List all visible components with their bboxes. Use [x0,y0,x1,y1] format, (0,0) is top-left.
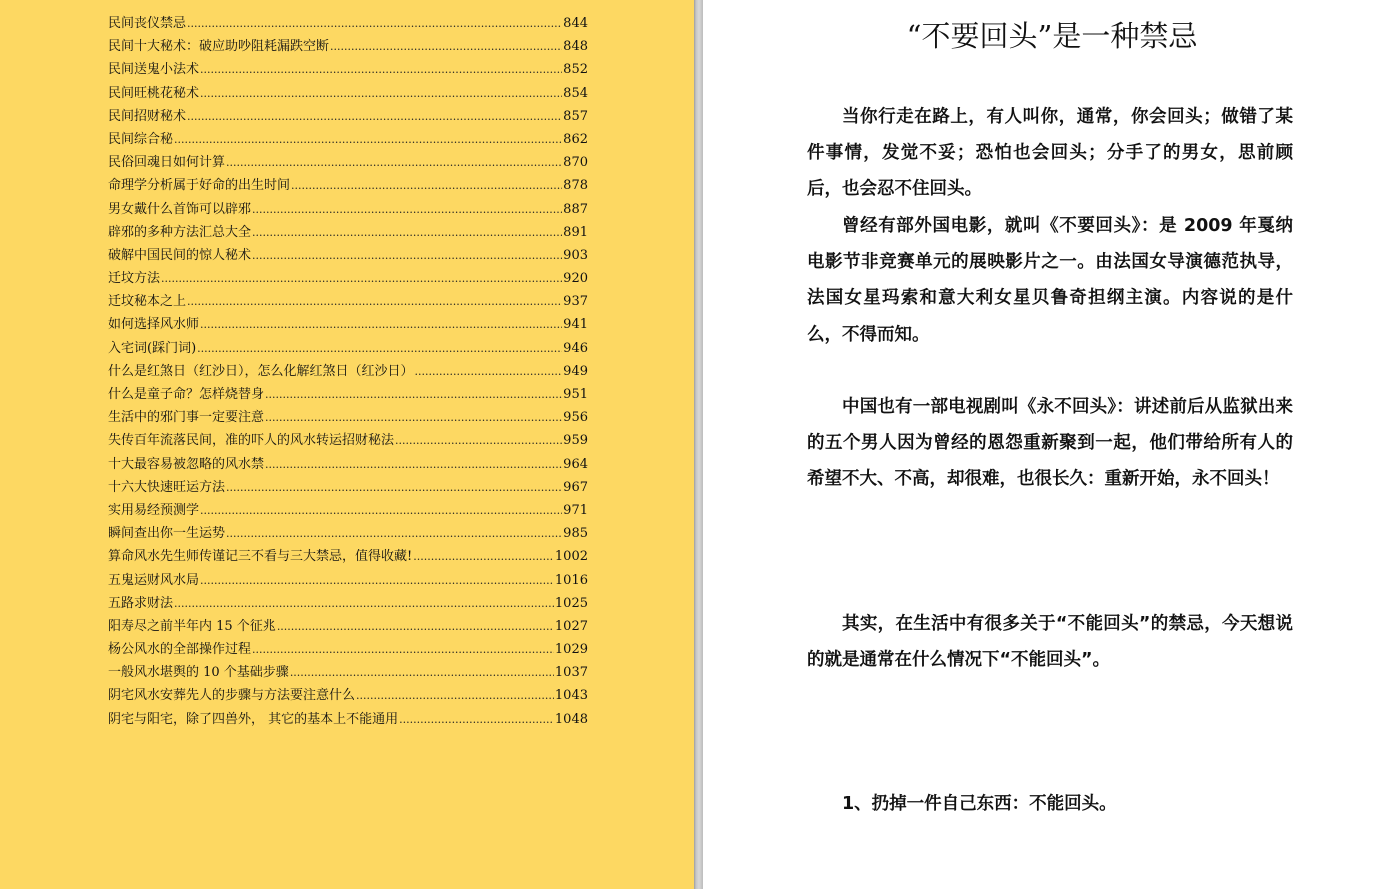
article-title: “不要回头”是一种禁忌 [906,19,1198,53]
toc-entry-title: 迁坟秘本之上 [108,294,187,310]
toc-dot-leader [200,82,562,105]
toc-dot-leader [187,12,562,35]
toc-entry-page-number: 946 [563,340,588,356]
toc-entry-title: 生活中的邪门事一定要注意 [108,410,265,426]
toc-entry-page-number: 1037 [554,665,588,681]
toc-entry-title: 破解中国民间的惊人秘术 [108,247,252,263]
toc-entry[interactable] [108,174,588,197]
toc-entry[interactable] [108,684,588,707]
toc-entry[interactable] [108,35,588,58]
toc-dot-leader [265,383,562,406]
toc-dot-leader [226,522,562,545]
toc-entry-title: 五路求财法 [108,595,174,611]
toc-entry-page-number: 1043 [554,688,588,704]
toc-entry-page-number: 937 [563,294,588,310]
toc-dot-leader [265,453,562,476]
toc-entry[interactable] [108,522,588,545]
toc-dot-leader [200,569,554,592]
toc-dot-leader [200,58,562,81]
toc-dot-leader [252,198,562,221]
toc-entry-page-number: 971 [563,502,588,518]
toc-entry[interactable] [108,592,588,615]
toc-entry[interactable] [108,429,588,452]
toc-entry-page-number: 887 [563,201,588,217]
toc-entry[interactable] [108,569,588,592]
toc-entry-page-number: 1029 [554,642,588,658]
toc-entry-title: 一般风水堪舆的 10 个基础步骤 [108,665,289,681]
toc-entry-page-number: 903 [563,247,588,263]
toc-dot-leader [200,313,562,336]
toc-entry[interactable] [108,661,588,684]
toc-entry-page-number: 985 [563,526,588,542]
toc-dot-leader [174,128,562,151]
toc-entry-page-number: 949 [563,363,588,379]
toc-dot-leader [187,290,562,313]
toc-dot-leader [252,221,562,244]
toc-entry[interactable] [108,545,588,568]
toc-entry-page-number: 1027 [554,618,588,634]
toc-entry[interactable] [108,499,588,522]
toc-entry[interactable] [108,198,588,221]
toc-dot-leader [252,638,554,661]
toc-entry[interactable] [108,267,588,290]
toc-entry-page-number: 878 [563,178,588,194]
toc-entry-title: 什么是童子命？怎样烧替身 [108,387,265,402]
toc-entry-title: 民间送鬼小法术 [108,62,200,78]
toc-entry-title: 算命风水先生师传谨记三不看与三大禁忌，值得收藏! [108,549,413,565]
toc-dot-leader [290,661,554,684]
toc-entry[interactable] [108,313,588,336]
toc-entry[interactable] [108,82,588,105]
toc-dot-leader [395,429,562,452]
toc-entry-title: 迁坟方法 [108,271,161,287]
toc-entry-title: 什么是红煞日（红沙日），怎么化解红煞日（红沙日） [108,363,414,379]
toc-dot-leader [413,545,554,568]
toc-dot-leader [330,35,562,58]
toc-entry-page-number: 891 [563,224,588,240]
toc-dot-leader [265,406,562,429]
toc-entry-page-number: 964 [563,456,588,472]
toc-entry-page-number: 956 [563,410,588,426]
toc-dot-leader [277,615,554,638]
toc-entry-title: 民间招财秘术 [108,108,187,124]
toc-entry-title: 杨公风水的全部操作过程 [108,642,252,658]
toc-entry-title: 入宅词(踩门词) [108,340,197,356]
toc-dot-leader [415,360,563,383]
toc-entry[interactable] [108,406,588,429]
article-paragraph: 当你行走在路上，有人叫你，通常，你会回头；做错了某件事情，发觉不妥；恐怕也会回头；分手了的男女，思前顾后，也会忍不住回头。 [807,107,1293,200]
toc-entry-title: 民俗回魂日如何计算 [108,155,226,171]
toc-entry-page-number: 1002 [554,549,588,565]
toc-dot-leader [252,244,562,267]
toc-entry-page-number: 959 [563,433,588,449]
toc-entry-page-number: 1048 [554,711,588,727]
toc-entry[interactable] [108,337,588,360]
article-page [703,0,1381,889]
toc-entry-title: 民间十大秘术：破应助吵阻耗漏跌空断 [108,39,330,55]
toc-dot-leader [399,708,554,731]
toc-entry-title: 失传百年流落民间，准的吓人的风水转运招财秘法 [108,433,395,449]
toc-entry[interactable] [108,360,588,383]
toc-entry-title: 男女戴什么首饰可以辟邪 [108,201,252,217]
toc-entry[interactable] [108,476,588,499]
toc-entry-title: 十六大快速旺运方法 [108,479,226,495]
toc-entry-title: 民间旺桃花秘术 [108,85,200,101]
toc-entry-page-number: 854 [563,85,588,101]
toc-entry-title: 阴宅与阳宅，除了四兽外， 其它的基本上不能通用 [108,711,399,727]
toc-entry-title: 瞬间查出你一生运势 [108,526,226,542]
toc-entry-title: 辟邪的多种方法汇总大全 [108,224,252,240]
article-paragraph: 其实，在生活中有很多关于“不能回头”的禁忌，今天想说的就是通常在什么情况下“不能回头”。 [807,614,1293,671]
toc-entry-title: 如何选择风水师 [108,317,200,333]
toc-entry-page-number: 951 [563,387,588,402]
toc-dot-leader [226,151,562,174]
toc-entry-title: 阳寿尽之前半年内 15 个征兆 [108,618,276,634]
toc-entry[interactable] [108,151,588,174]
toc-entry-title: 五鬼运财风水局 [108,572,200,588]
toc-entry[interactable] [108,708,588,731]
toc-entry[interactable] [108,453,588,476]
toc-dot-leader [200,499,562,522]
table-of-contents [108,12,588,731]
page-divider [694,0,703,889]
toc-entry[interactable] [108,58,588,81]
toc-entry[interactable] [108,638,588,661]
toc-entry[interactable] [108,383,588,406]
toc-entry-title: 实用易经预测学 [108,502,200,518]
toc-entry-title: 命理学分析属于好命的出生时间 [108,178,291,194]
article-paragraph: 曾经有部外国电影，就叫《不要回头》：是 2009 年戛纳电影节非竞赛单元的展映影片之一。由法国女导演德范执导，法国女星玛索和意大利女星贝鲁奇担纲主演。内容说的是什么，不得而知。 [807,216,1293,345]
toc-entry-page-number: 1016 [554,572,588,588]
article-paragraph: 中国也有一部电视剧叫《永不回头》：讲述前后从监狱出来的五个男人因为曾经的恩怨重新聚到一起，他们带给所有人的希望不大、不高，却很难，也很长久：重新开始，永不回头！ [807,397,1293,490]
toc-entry-page-number: 844 [563,16,588,31]
toc-entry[interactable] [108,105,588,128]
toc-dot-leader [356,684,554,707]
toc-entry-page-number: 862 [563,131,588,147]
toc-entry-title: 民间丧仪禁忌 [108,16,187,31]
toc-entry-page-number: 920 [563,271,588,287]
toc-entry[interactable] [108,12,588,35]
toc-dot-leader [197,337,562,360]
article-section-heading: 1、扔掉一件自己东西：不能回头。 [842,794,1117,814]
toc-entry[interactable] [108,290,588,313]
toc-entry-page-number: 1025 [554,595,588,611]
toc-entry-page-number: 852 [563,62,588,78]
toc-dot-leader [187,105,562,128]
toc-entry-page-number: 941 [563,317,588,333]
toc-dot-leader [226,476,562,499]
toc-dot-leader [291,174,562,197]
toc-entry[interactable] [108,244,588,267]
toc-entry[interactable] [108,221,588,244]
toc-dot-leader [161,267,562,290]
toc-entry[interactable] [108,615,588,638]
toc-entry-title: 民间综合秘 [108,131,174,147]
toc-entry-page-number: 870 [563,155,588,171]
toc-dot-leader [174,592,554,615]
toc-entry-page-number: 857 [563,108,588,124]
toc-entry-page-number: 967 [563,479,588,495]
toc-entry[interactable] [108,128,588,151]
toc-entry-title: 阴宅风水安葬先人的步骤与方法要注意什么 [108,688,356,704]
toc-entry-title: 十大最容易被忽略的风水禁 [108,456,265,472]
toc-entry-page-number: 848 [563,39,588,55]
